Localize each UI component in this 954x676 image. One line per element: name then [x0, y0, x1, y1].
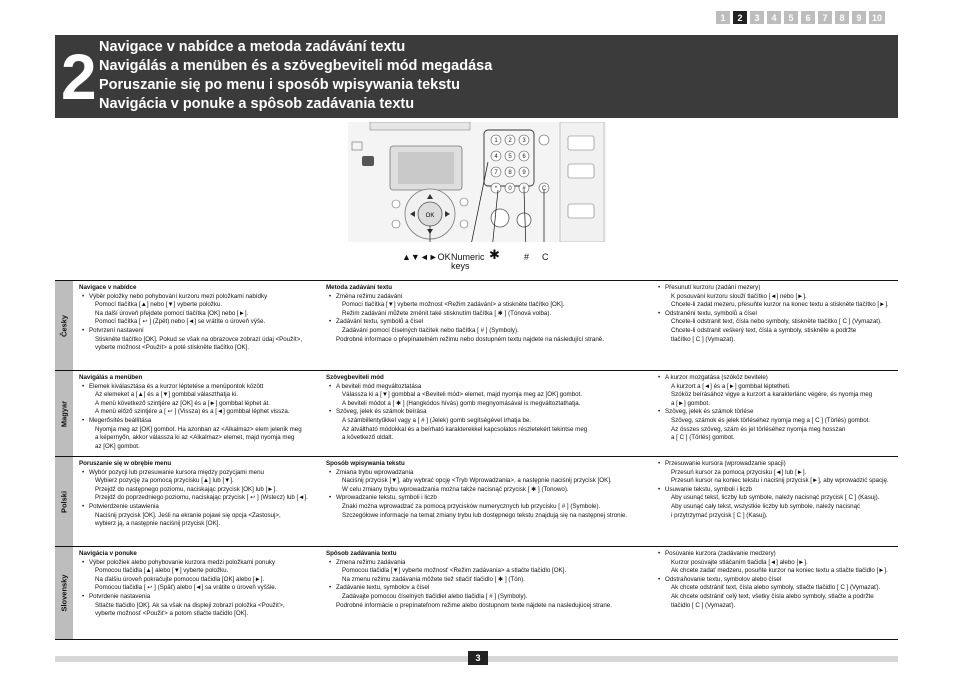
bullet-item: • Szöveg, jelek és számok törlése [655, 408, 898, 417]
instruction-text: A menü következő szintjére az [OK] és a [►] gombbal léphet át. [95, 399, 270, 407]
page-tab-10[interactable]: 10 [869, 11, 885, 24]
bullet-item: • Potwierdzenie ustawienia [79, 503, 319, 512]
bullet-item: • Výber položiek alebo pohybovanie kurzora medzi položkami ponuky [79, 559, 319, 568]
instruction-text: Pomocou tlačidla [▼] vyberte možnosť <Režim zadávania> a stlačte tlačidlo [OK]. [342, 567, 567, 575]
instruction-text: A beviteli módot a [ ✱ ] (Hangkódos hívás) gomb megnyomásával is megváltoztathatja. [342, 399, 581, 407]
column-heading: Navigálás a menüben [79, 374, 143, 381]
instructions-table [55, 280, 898, 640]
svg-text:0: 0 [508, 186, 512, 192]
instruction-text: Pomocou tlačidla [ ↩ ] (Späť) alebo [◄] sa vrátite o úroveň vyššie. [95, 584, 277, 592]
column-heading: Sposób wpisywania tekstu [326, 460, 405, 467]
language-label: Česky [59, 314, 69, 337]
title-hungarian: Navigálás a menüben és a szövegbeviteli mód megadása [99, 58, 493, 74]
instruction-text: W celu zmiany trybu wprowadzania można także nacisnąć przycisk [ ✱ ] (Tonowo). [342, 485, 569, 493]
instruction-text: Na ďalšiu úroveň pokračujte pomocou tlačidla [OK] alebo [►]. [95, 575, 265, 583]
bullet-item: • Zadávání textu, symbolů a čísel [326, 318, 648, 327]
svg-text:1: 1 [494, 138, 498, 144]
svg-text:3: 3 [522, 138, 526, 144]
column-text-input [326, 374, 648, 443]
title-czech: Navigace v nabídce a metoda zadávání textu [99, 39, 406, 55]
instruction-text: Aby usunąć tekst, liczby lub symbole, należy nacisnąć przycisk [ C ] (Kasuj). [671, 494, 880, 502]
instruction-text: Szczegółowe informacje na temat zmiany trybu lub dostępnego tekstu znajdują się na następnej stronie. [342, 511, 628, 519]
label-keys: keys [451, 261, 470, 271]
instruction-text: a [►] gombot. [671, 399, 710, 407]
page-tab-4[interactable]: 4 [767, 11, 781, 24]
instruction-text: tlačítko [ C ] (Vymazat). [671, 335, 736, 343]
instruction-text: Pomocí tlačítka [▼] vyberte možnost <Režim zadávání> a stiskněte tlačítko [OK]. [342, 301, 565, 309]
svg-text:2: 2 [508, 138, 512, 144]
instruction-text: Pomocou tlačidla [▲] alebo [▼] vyberte položku. [95, 567, 229, 575]
bullet-item: • Zadávanie textu, symbolov a čísel [326, 584, 648, 593]
bullet-item: • Zmena režimu zadávania [326, 559, 648, 568]
section-hungarian [55, 370, 898, 456]
instruction-text: a képernyőn, akkor válassza ki az <Alkalmaz> elemet, majd nyomja meg [95, 434, 295, 442]
bullet-item: • Potvrzení nastavení [79, 327, 319, 336]
instruction-text: vyberte možnost <Použít> a poté stiskněte tlačítko [OK]. [95, 344, 250, 352]
instruction-text: Nyomja meg az [OK] gombot. Ha azonban az <Alkalmaz> elem jelenik meg [95, 425, 302, 433]
svg-text:9: 9 [522, 170, 526, 176]
column-navigation [79, 374, 319, 451]
title-slovak: Navigácia v ponuke a spôsob zadávania textu [99, 96, 415, 112]
instruction-text: Režim zadávání můžete změnit také stisknutím tlačítka [ ✱ ] (Tónová volba). [342, 309, 552, 317]
bullet-item: • Elemek kiválasztása és a kurzor léptetése a menüpontok között [79, 383, 319, 392]
column-navigation [79, 284, 319, 353]
instruction-text: Na další úroveň přejdete pomocí tlačítka [OK] nebo [►]. [95, 309, 249, 317]
page-tab-9[interactable]: 9 [852, 11, 866, 24]
bullet-item: • Wybór pozycji lub przesuwanie kursora między pozycjami menu [79, 469, 319, 478]
section-czech [55, 280, 898, 370]
bullet-item: • Odstraňovanie textu, symbolov alebo čísel [655, 576, 898, 585]
bullet-item: • Změna režimu zadávání [326, 293, 648, 302]
svg-text:C: C [541, 186, 547, 192]
language-label: Slovensky [59, 574, 69, 612]
instruction-text: Pomocí tlačítka [▲] nebo [▼] vyberte položku. [95, 301, 223, 309]
label-numeric: Numeric [451, 252, 485, 262]
instruction-text: Aby usunąć cały tekst, wszystkie liczby lub symbole, należy nacisnąć [671, 502, 861, 510]
label-nav-keys: ▲▼◄►OK [402, 252, 451, 262]
column-cursor-delete [655, 460, 898, 520]
instruction-text: Stiskněte tlačítko [OK]. Pokud se však na obrazovce zobrazí údaj <Použít>, [95, 335, 303, 343]
instruction-text: Zadávání pomocí číselných tlačítek nebo tlačítka [ # ] (Symboly). [342, 326, 519, 334]
svg-text:*: * [494, 186, 498, 192]
instruction-text: Przejdź do następnego poziomu, naciskając przycisk [OK] lub [►]. [95, 485, 277, 493]
label-star: ✱ [489, 247, 500, 262]
instruction-text: Az összes szöveg, szám és jel törléséhez nyomja meg hosszan [671, 425, 846, 433]
page-tab-5[interactable]: 5 [784, 11, 798, 24]
instruction-text: Znaki można wprowadzać za pomocą przycisków numerycznych lub przycisku [ # ] (Symbole). [342, 502, 601, 510]
column-heading: Poruszanie się w obrębie menu [79, 460, 172, 467]
page-tab-1[interactable]: 1 [716, 11, 730, 24]
column-cursor-delete [655, 550, 898, 610]
bullet-item: • Szöveg, jelek és számok beírása [326, 408, 648, 417]
instruction-text: az [OK] gombot. [95, 442, 140, 450]
column-text-input [326, 460, 648, 520]
column-heading: Spôsob zadávania textu [326, 550, 397, 557]
column-navigation [79, 550, 319, 619]
bullet-item: • Zmiana trybu wprowadzania [326, 469, 648, 478]
svg-text:6: 6 [522, 154, 526, 160]
instruction-text: Szóköz beírásához vigye a kurzort a karakterlánc végére, és nyomja meg [671, 391, 873, 399]
instruction-text: Kurzor posúvajte stláčaním tlačidla [◄] alebo [►]. [671, 558, 808, 566]
column-cursor-delete [655, 374, 898, 443]
column-text-input [326, 550, 648, 610]
svg-text:#: # [522, 186, 526, 192]
instruction-text: Chcete-li zadat mezeru, přesuňte kurzor na konec textu a stiskněte tlačítko [►]. [671, 301, 889, 309]
column-heading: Navigace v nabídce [79, 284, 137, 291]
instruction-text: Chcete-li odstranit veškerý text, čísla a symboly, stiskněte a podržte [671, 326, 857, 334]
bullet-item: • A kurzor mozgatása (szóköz bevitele) [655, 374, 898, 383]
bullet-item: • Výběr položky nebo pohybování kurzoru mezi položkami nabídky [79, 293, 319, 302]
section-slovak [55, 546, 898, 640]
instruction-text: Zadávajte pomocou číselných tlačidiel alebo tlačidla [ # ] (Symboly). [342, 592, 528, 600]
instruction-text: Válassza ki a [▼] gombbal a <Beviteli mód> elemet, majd nyomja meg az [OK] gombot. [342, 391, 582, 399]
page-tab-8[interactable]: 8 [835, 11, 849, 24]
bullet-item: • Odstranění textu, symbolů a čísel [655, 310, 898, 319]
instruction-text: Ak chcete odstrániť text, čísla alebo symboly, stlačte tlačidlo [ C ] (Vymazať). [671, 584, 881, 592]
instruction-text: Naciśnij przycisk [OK]. Jeśli na ekranie pojawi się opcja <Zastosuj>, [95, 511, 281, 519]
svg-text:OK: OK [425, 213, 435, 219]
label-clear: C [542, 252, 549, 262]
instruction-text: Na zmenu režimu zadávania môžete tiež stlačiť tlačidlo [ ✱ ] (Tón). [342, 575, 525, 583]
page-tab-3[interactable]: 3 [750, 11, 764, 24]
control-panel-illustration [348, 122, 606, 242]
instruction-text: Przesuń kursor na koniec tekstu i naciśnij przycisk [►], aby wprowadzić spację. [671, 477, 889, 485]
instruction-text: A kurzort a [◄] és a [►] gombbal léptetheti. [671, 382, 791, 390]
title-polish: Poruszanie się po menu i sposób wpisywania tekstu [99, 77, 460, 93]
instruction-text: Ak chcete zadať medzeru, posuňte kurzor na koniec textu a stlačte tlačidlo [►]. [671, 567, 888, 575]
column-heading: Szövegbeviteli mód [326, 374, 384, 381]
instruction-text: a [ C ] (Törlés) gombot. [671, 434, 735, 442]
instruction-text: A számbillentyűkkel vagy a [ # ] (Jelek) gomb segítségével írhatja be. [342, 416, 532, 424]
section-polish [55, 456, 898, 546]
bullet-item: • Přesunutí kurzoru (zadání mezery) [655, 284, 898, 293]
bullet-item: • Potvrdenie nastavenia [79, 593, 319, 602]
instruction-text: wybierz ją, a następnie naciśnij przycisk [OK]. [95, 520, 221, 528]
page-tab-7[interactable]: 7 [818, 11, 832, 24]
instruction-text: Przesuń kursor za pomocą przycisku [◄] lub [►]. [671, 468, 807, 476]
label-hash: # [524, 252, 530, 262]
svg-text:5: 5 [508, 154, 512, 160]
bullet-item: • Megerősítés beállítása [79, 417, 319, 426]
instruction-text: vyberte možnosť <Použiť> a potom stlačte tlačidlo [OK]. [95, 610, 249, 618]
instruction-text: Naciśnij przycisk [▼], aby wybrać opcję <Tryb Wprowadzania>, a następnie naciśnij przycisk [OK]. [342, 477, 612, 485]
instruction-text: Podrobné informace o přepínatelném režimu nebo dostupném textu najdete na následující straně. [336, 335, 604, 343]
language-label: Polski [59, 490, 69, 513]
page-number: 3 [468, 651, 488, 665]
instruction-text: tlačidlo [ C ] (Vymazať). [671, 601, 736, 609]
bullet-item: • Przesuwanie kursora (wprowadzanie spacji) [655, 460, 898, 469]
svg-text:8: 8 [508, 170, 512, 176]
instruction-text: Az elemeket a [▲] és a [▼] gombbal választhatja ki. [95, 391, 238, 399]
instruction-text: i przytrzymać przycisk [ C ] (Kasuj). [671, 511, 768, 519]
svg-text:4: 4 [494, 154, 498, 160]
instruction-text: Przejdź do poprzedniego poziomu, naciskając przycisk [ ↩ ] (Wstecz) lub [◄]. [95, 494, 308, 502]
svg-text:7: 7 [494, 170, 498, 176]
column-cursor-delete [655, 284, 898, 344]
instruction-text: A menü előző szintjére a [ ↩ ] (Vissza) és a [◄] gombbal léphet vissza. [95, 408, 290, 416]
instruction-text: Wybierz pozycję za pomocą przycisku [▲] lub [▼]. [95, 477, 234, 485]
section-banner [55, 35, 898, 118]
language-label: Magyar [59, 400, 69, 427]
bullet-item: • Posúvanie kurzora (zadávanie medzery) [655, 550, 898, 559]
instruction-text: K posouvání kurzoru slouží tlačítko [◄] nebo [►]. [671, 292, 807, 300]
section-titles [99, 38, 492, 114]
column-text-input [326, 284, 648, 344]
page-tab-6[interactable]: 6 [801, 11, 815, 24]
column-heading: Metoda zadávání textu [326, 284, 393, 291]
bullet-item: • Wprowadzanie tekstu, symboli i liczb [326, 494, 648, 503]
instruction-text: Szöveg, számok és jelek törléséhez nyomja meg a [ C ] (Törlés) gombot. [671, 416, 871, 424]
instruction-text: Ak chcete odstrániť celý text, všetky čísla alebo symboly, stlačte a podržte [671, 592, 874, 600]
bullet-item: • A beviteli mód megváltoztatása [326, 383, 648, 392]
column-heading: Navigácia v ponuke [79, 550, 137, 557]
instruction-text: Stlačte tlačidlo [OK]. Ak sa však na displeji zobrazí položka <Použiť>, [95, 601, 285, 609]
page-navigator [716, 11, 885, 24]
instruction-text: Podrobné informácie o prepínateľnom režime alebo dostupnom texte nájdete na nasledujúcej strane. [336, 601, 612, 609]
section-number: 2 [61, 41, 97, 113]
instruction-text: Pomocí tlačítka [ ↩ ] (Zpět) nebo [◄] se vrátíte o úroveň výše. [95, 318, 266, 326]
bullet-item: • Usuwanie tekstu, symboli i liczb [655, 486, 898, 495]
instruction-text: a következő oldalt. [342, 434, 394, 442]
instruction-text: Chcete-li odstranit text, čísla nebo symboly, stiskněte tlačítko [ C ] (Vymazat). [671, 318, 882, 326]
column-navigation [79, 460, 319, 529]
page-tab-2[interactable]: 2 [733, 11, 747, 24]
instruction-text: Az átváltható módokkal és a beírható karakterekkel kapcsolatos részletekért tekintse meg [342, 425, 588, 433]
